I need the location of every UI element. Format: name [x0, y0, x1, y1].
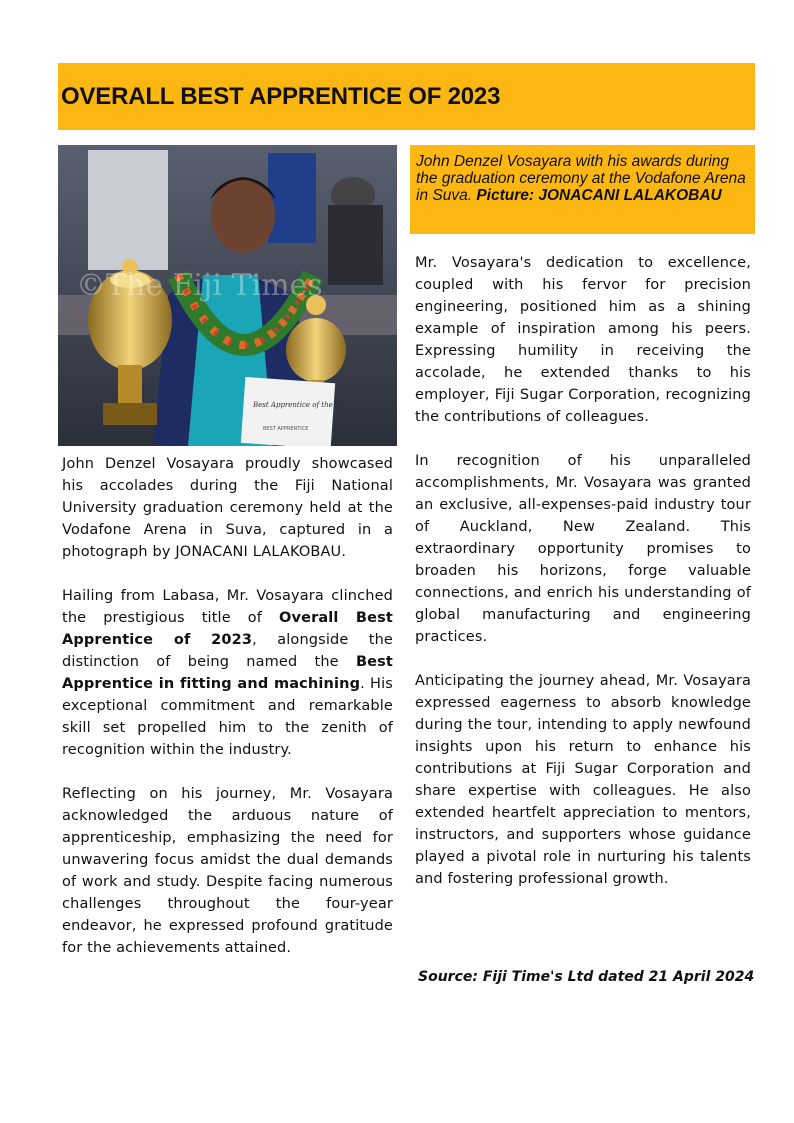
page-title: OVERALL BEST APPRENTICE OF 2023	[61, 83, 501, 110]
left-column	[62, 453, 393, 981]
left-paragraph-2-text-a: Hailing from Labasa, Mr. Vosayara clinched the prestigious title of	[62, 588, 393, 626]
graduate-photo-illustration	[58, 145, 397, 446]
left-paragraph-1: John Denzel Vosayara proudly showcased his accolades during the Fiji National University graduation ceremony held at the Vodafone Arena in Suva, captured in a photograph by JONACANI LALAKOBAU.	[62, 456, 393, 560]
right-paragraph-3: Anticipating the journey ahead, Mr. Vosayara expressed eagerness to absorb knowledge during the tour, intending to apply newfound insights upon his return to enhance his contributions at Fiji Sugar Corporation and share expertise with colleagues. He also extended heartfelt appreciation to mentors, instructors, and supporters whose guidance played a pivotal role in nurturing his talents and fostering professional growth.	[415, 673, 751, 887]
photo-watermark: ©The Fiji Times	[76, 268, 323, 303]
left-paragraph-2-text-c: , alongside the distinction of being named the	[62, 632, 393, 670]
right-paragraph-2: In recognition of his unparalleled accomplishments, Mr. Vosayara was granted an exclusive, all-expenses-paid industry tour of Auckland, New Zealand. This extraordinary opportunity promises to broaden his horizons, forge valuable connections, and enrich his understanding of global manufacturing and engineering practices.	[415, 453, 751, 645]
left-paragraph-2	[62, 585, 393, 761]
certificate-heading: Best Apprentice of the Year	[253, 401, 351, 409]
graduate-photo	[58, 145, 397, 446]
photo-caption	[410, 145, 755, 234]
right-paragraph-1: Mr. Vosayara's dedication to excellence, coupled with his fervor for precision engineering, positioned him as a shining example of inspiration among his peers. Expressing humility in receiving the accolade, he extended thanks to his employer, Fiji Sugar Corporation, recognizing the contributions of colleagues.	[415, 255, 751, 425]
title-banner	[58, 63, 755, 130]
certificate-line: BEST APPRENTICE	[263, 426, 309, 432]
award-title-bold: Overall Best Apprentice of 2023	[62, 610, 393, 648]
caption-text: John Denzel Vosayara with his awards during the graduation ceremony at the Vodafone Arena in Suva.	[416, 153, 746, 204]
award-fitting-bold: Best Apprentice in fitting and machining	[62, 654, 393, 692]
left-paragraph-2-text-e: . His exceptional commitment and remarkable skill set propelled him to the zenith of recognition within the industry.	[62, 676, 393, 758]
source-note: Source: Fiji Time's Ltd dated 21 April 2024	[418, 969, 755, 985]
caption-credit: Picture: JONACANI LALAKOBAU	[476, 187, 722, 204]
air-cooler-shape	[88, 150, 168, 270]
banner-shape	[268, 153, 316, 243]
left-paragraph-3: Reflecting on his journey, Mr. Vosayara acknowledged the arduous nature of apprenticeship, emphasizing the need for unwavering focus amidst the dual demands of work and study. Despite facing numerous challenges throughout the four-year endeavor, he expressed profound gratitude for the achievements attained.	[62, 786, 393, 956]
right-column	[415, 252, 751, 912]
